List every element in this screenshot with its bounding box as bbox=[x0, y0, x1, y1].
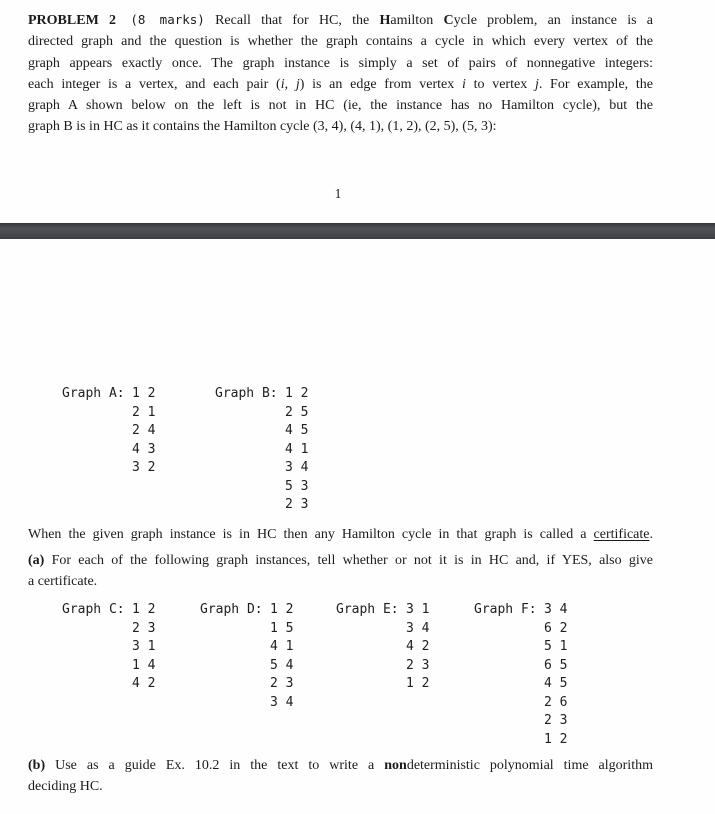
graph-a-edge-list bbox=[132, 385, 155, 478]
text-segment: each integer is a vertex, and each pair ( bbox=[28, 76, 281, 92]
text-segment: For each of the following graph instances, tell whether or not it is in HC and, if YES, also give bbox=[44, 553, 653, 568]
edge-row: 3 1 bbox=[132, 639, 156, 654]
graph-e-label: Graph E: bbox=[336, 602, 399, 617]
text-line: a certificate. bbox=[28, 574, 98, 590]
graph-f-block bbox=[474, 601, 567, 749]
edge-row: 3 4 bbox=[270, 694, 294, 710]
graph-e-edge-list bbox=[406, 601, 429, 694]
text-segment: When the given graph instance is in HC then any Hamilton cycle in that graph is called a bbox=[28, 527, 594, 542]
text-segment: ) is an edge from vertex bbox=[299, 76, 462, 92]
edge-row: 4 2 bbox=[132, 676, 156, 691]
edge-row: 3 1 bbox=[406, 602, 430, 617]
text-segment: , bbox=[284, 76, 296, 92]
graph-d-block bbox=[200, 601, 293, 712]
page-number: 1 bbox=[334, 186, 342, 201]
edge-row: 4 5 bbox=[285, 423, 309, 438]
part-b-label: (b) bbox=[28, 758, 46, 773]
text-line bbox=[28, 524, 653, 545]
math-var-j: j bbox=[534, 76, 539, 92]
edge-row: 2 5 bbox=[285, 404, 309, 420]
edge-row: 4 3 bbox=[132, 441, 156, 457]
text-segment-bold: C bbox=[443, 13, 454, 28]
graph-f-edge-list bbox=[544, 601, 567, 749]
edge-row: 3 4 bbox=[406, 620, 430, 636]
edge-row: 5 3 bbox=[285, 478, 309, 494]
marks-label: (8 marks) bbox=[116, 12, 205, 27]
graph-b-label: Graph B: bbox=[215, 386, 278, 401]
math-var-i: i bbox=[461, 76, 466, 92]
edge-row: 1 2 bbox=[270, 602, 294, 617]
problem-statement bbox=[28, 9, 653, 138]
edge-row: 3 4 bbox=[285, 460, 309, 475]
math-var-j: j bbox=[295, 76, 300, 92]
text-segment: . bbox=[649, 527, 653, 542]
text-segment: amilton bbox=[390, 13, 444, 28]
graph-b-block bbox=[215, 385, 308, 515]
graph-d-label: Graph D: bbox=[200, 602, 263, 617]
edge-row: 4 1 bbox=[270, 639, 294, 654]
edge-row: 2 3 bbox=[406, 657, 430, 673]
edge-row: 1 4 bbox=[132, 657, 156, 673]
text-line: graph A shown below on the left is not in HC (ie, the instance has no Hamilton cycle), but the bbox=[28, 98, 653, 114]
graph-c-label: Graph C: bbox=[62, 602, 125, 617]
text-line: graph appears exactly once. The graph instance is simply a set of pairs of nonnegative integers: bbox=[28, 55, 653, 71]
edge-row: 3 4 bbox=[544, 602, 568, 617]
certificate-paragraph bbox=[28, 524, 653, 545]
text-segment: deterministic polynomial time algorithm bbox=[406, 758, 653, 773]
edge-row: 2 3 bbox=[270, 676, 294, 691]
edge-row: 6 5 bbox=[544, 657, 568, 673]
graph-a-label: Graph A: bbox=[62, 386, 125, 401]
edge-row: 6 2 bbox=[544, 620, 568, 636]
edge-row: 5 4 bbox=[270, 657, 294, 673]
text-segment: Recall that for HC, the bbox=[204, 13, 380, 28]
graph-a-block bbox=[62, 385, 155, 478]
edge-row: 2 6 bbox=[544, 694, 568, 710]
text-line bbox=[28, 550, 653, 571]
edge-row: 2 3 bbox=[285, 497, 309, 512]
text-line: deciding HC. bbox=[28, 779, 103, 795]
text-segment-bold: non bbox=[384, 758, 407, 773]
edge-row: 1 2 bbox=[544, 731, 568, 747]
edge-row: 2 3 bbox=[544, 713, 568, 728]
edge-row: 5 1 bbox=[544, 639, 568, 654]
edge-row: 2 4 bbox=[132, 423, 156, 438]
certificate-underlined: certificate bbox=[593, 527, 650, 542]
edge-row: 1 2 bbox=[132, 602, 156, 617]
text-segment: . For example, the bbox=[538, 76, 654, 92]
text-segment: to vertex bbox=[465, 76, 535, 92]
part-a-paragraph bbox=[28, 550, 653, 593]
math-var-i: i bbox=[280, 76, 285, 92]
text-segment: Use as a guide Ex. 10.2 in the text to write a bbox=[45, 758, 385, 773]
page-break-bar bbox=[0, 223, 715, 239]
edge-row: 4 1 bbox=[285, 441, 309, 457]
graph-c-edge-list bbox=[132, 601, 155, 694]
edge-row: 1 2 bbox=[406, 676, 430, 691]
text-line bbox=[28, 755, 653, 776]
edge-row: 4 2 bbox=[406, 639, 430, 654]
edge-row: 4 5 bbox=[544, 676, 568, 691]
part-b-paragraph bbox=[28, 755, 653, 798]
edge-row: 1 2 bbox=[132, 386, 156, 401]
edge-row: 1 2 bbox=[285, 386, 309, 401]
graph-c-block bbox=[62, 601, 155, 694]
edge-row: 2 3 bbox=[132, 620, 156, 636]
text-line bbox=[28, 74, 653, 95]
edge-row: 2 1 bbox=[132, 404, 156, 420]
text-segment: ycle problem, an instance is a bbox=[453, 13, 654, 28]
text-line bbox=[28, 9, 653, 31]
part-a-label: (a) bbox=[28, 553, 45, 568]
edge-row: 1 5 bbox=[270, 620, 294, 636]
graph-d-edge-list bbox=[270, 601, 293, 712]
graph-b-edge-list bbox=[285, 385, 308, 515]
graph-e-block bbox=[336, 601, 429, 694]
graph-f-label: Graph F: bbox=[474, 602, 537, 617]
text-line: graph B is in HC as it contains the Hamilton cycle (3, 4), (4, 1), (1, 2), (2, 5), (5, 3): bbox=[28, 119, 497, 135]
edge-row: 3 2 bbox=[132, 460, 156, 475]
text-line: directed graph and the question is whether the graph contains a cycle in which every vertex of the bbox=[28, 34, 653, 50]
text-segment-bold: H bbox=[379, 13, 391, 28]
problem-heading: PROBLEM 2 bbox=[28, 13, 117, 28]
